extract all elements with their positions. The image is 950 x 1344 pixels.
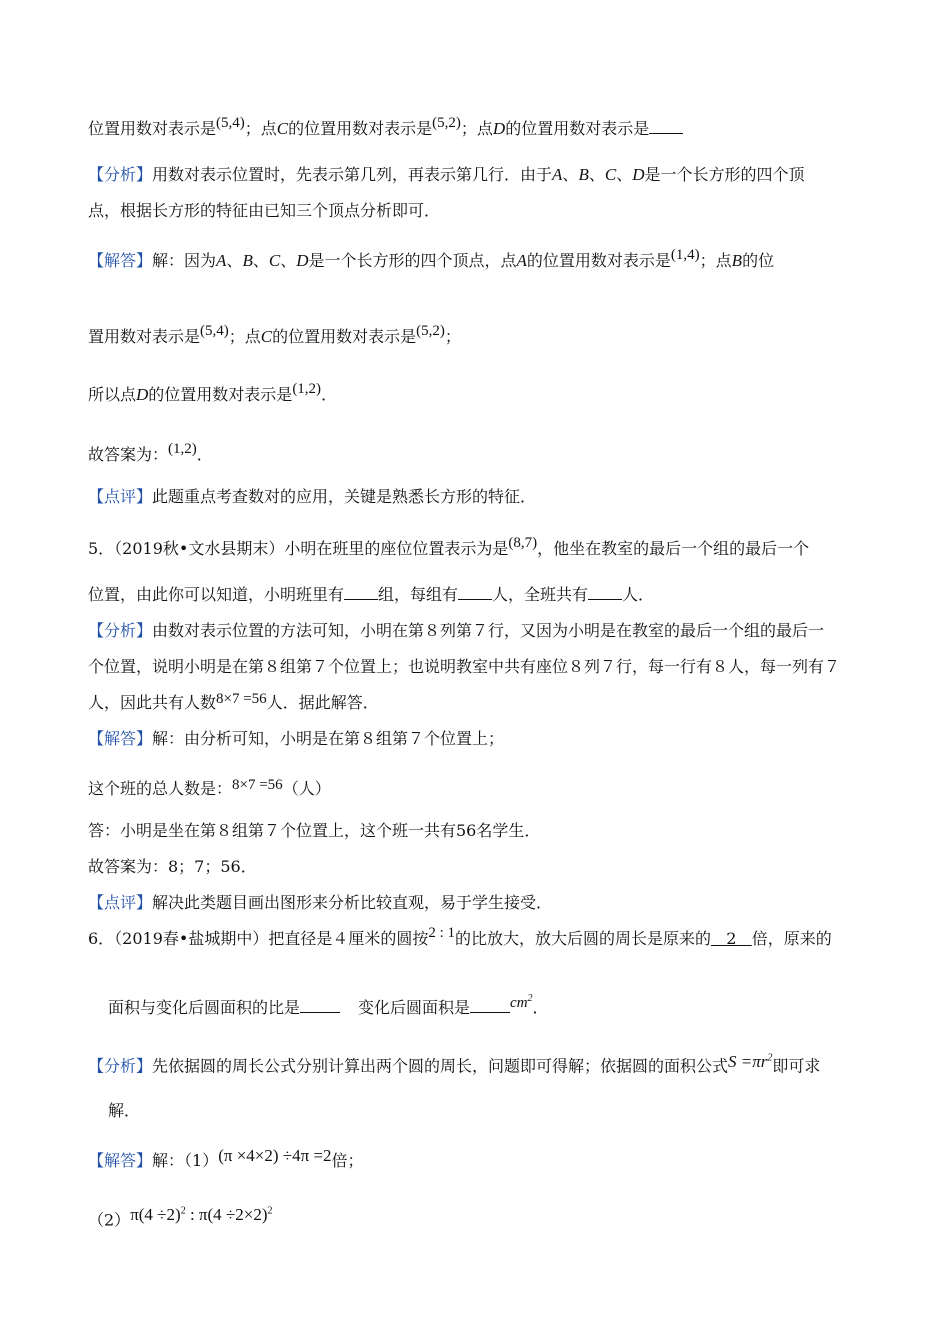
text: 是一个长方形的四个顶点，点 <box>308 251 517 270</box>
answer-blank-area[interactable] <box>470 998 510 1013</box>
text: 解决此类题目画出图形来分析比较直观，易于学生接受． <box>152 893 553 912</box>
q4-answer-3: 所以点D的位置用数对表示是(1,2)． <box>88 381 338 404</box>
point-b: B <box>578 165 589 184</box>
answer-blank-3[interactable] <box>588 585 622 600</box>
text: 置用数对表示是 <box>88 327 201 346</box>
q5-title-2: 位置，由此你可以知道，小明班里有 组，每组有 人，全班共有 人． <box>88 585 655 604</box>
unit: $cm^2$ <box>510 993 533 1011</box>
answer-tag: 【解答】 <box>88 1151 153 1170</box>
text: 故答案为： <box>88 445 169 464</box>
q4-answer-2: 置用数对表示是(5,4)；点C的位置用数对表示是(5,2)； <box>88 323 461 346</box>
coord-1-4: (1,4) <box>670 247 700 263</box>
coord-5-2: (5,2) <box>432 115 461 131</box>
text: 的位置用数对表示是 <box>526 251 671 270</box>
q5-answer-2: 这个班的总人数是：8×7 =56（人） <box>88 777 331 798</box>
text: 解． <box>108 1101 141 1120</box>
q4-analysis-2 <box>88 200 440 222</box>
q5-title-1 <box>88 535 810 561</box>
q4-comment <box>88 486 536 508</box>
point-a: A <box>552 165 563 184</box>
comment-tag: 【点评】 <box>88 487 153 506</box>
q6-title-2: 面积与变化后圆面积的比是 变化后圆面积是 $cm^2$． <box>108 993 549 1017</box>
text: 解：因为 <box>152 251 217 270</box>
text: 的位置用数对表示是 <box>505 119 650 138</box>
answer-blank[interactable] <box>649 119 683 134</box>
point-c: C <box>604 165 617 184</box>
q5-analysis-2 <box>88 656 840 678</box>
text: 的位置用数对表示是 <box>148 385 293 404</box>
text: 个位置，说明小明是在第８组第７个位置上；也说明教室中共有座位８列７行，每一行有８人，每一列有７ <box>88 657 841 676</box>
text: 用数对表示位置时，先表示第几列，再表示第几行．由于 <box>152 165 553 184</box>
text: 的位 <box>742 251 775 270</box>
q6-answer-2: $(2)\pi(4 \div 2)^2$ : $\pi(4 \div 2\times 2)^2$ <box>88 1204 273 1230</box>
analysis-tag: 【分析】 <box>88 621 153 640</box>
text: 的位置用数对表示是 <box>272 327 417 346</box>
q4-line-1 <box>88 115 683 141</box>
text: 先依据圆的周长公式分别计算出两个圆的周长，问题即可得解；依据圆的面积公式 <box>152 1056 729 1076</box>
q5-answer-3 <box>88 820 540 842</box>
answer-blank-2[interactable] <box>458 585 492 600</box>
q6-title-1: 6．（2019春•盐城期中）把直径是４厘米的圆按2 : 1的比放大，放大后圆的周长是原来的 2 倍，原来的 <box>88 925 832 948</box>
answer-blank-ratio[interactable] <box>300 998 340 1013</box>
analysis-tag: 【分析】 <box>88 165 153 184</box>
coord-8-7: (8,7) <box>508 535 538 551</box>
text: ，他坐在教室的最后一个组的最后一个 <box>537 539 810 558</box>
text: 是一个长方形的四个顶 <box>644 165 805 184</box>
analysis-tag: 【分析】 <box>88 1056 153 1076</box>
q4-analysis-1: 【分析】用数对表示位置时，先表示第几列，再表示第几行．由于A、B、C、D是一个长方形的四个顶 <box>88 165 805 184</box>
text: 的位置用数对表示是 <box>288 119 433 138</box>
coord-5-4: (5,4) <box>216 115 245 131</box>
q6-analysis-1: 【分析】先依据圆的周长公式分别计算出两个圆的周长，问题即可得解；依据圆的面积公式$S =\pi r^2$即可求 <box>88 1051 821 1076</box>
text: ；点 <box>460 119 493 138</box>
q5-analysis-3: 人，因此共有人数8×7 =56人．据此解答． <box>88 691 379 712</box>
point-c: C <box>276 119 289 138</box>
q4-final: 故答案为：(1,2)． <box>88 441 213 464</box>
text: 答：小明是坐在第８组第７个位置上，这个班一共有56名学生． <box>88 821 541 840</box>
q5-final <box>88 856 257 878</box>
text: ；点 <box>244 119 277 138</box>
text: 由数对表示位置的方法可知，小明在第８列第７行，又因为小明是在教室的最后一个组的最后一 <box>152 621 825 640</box>
expression: (π ×4×2) ÷4π =2 <box>218 1146 332 1165</box>
coord-1-2: (1,2) <box>292 381 322 397</box>
answer-filled: 2 <box>726 929 737 948</box>
ratio: 2 : 1 <box>428 925 456 941</box>
q6-analysis-2 <box>108 1100 140 1122</box>
text: 此题重点考查数对的应用，关键是熟悉长方形的特征． <box>152 487 537 506</box>
comment-tag: 【点评】 <box>88 893 153 912</box>
text: 5．（2019秋•文水县期末）小明在班里的座位位置表示为是 <box>88 539 509 558</box>
point-d: D <box>632 165 645 184</box>
text: 所以点 <box>88 385 137 404</box>
q5-answer-1 <box>88 728 504 750</box>
text: 位置用数对表示是 <box>88 119 217 138</box>
text: 解：由分析可知，小明是在第８组第７个位置上； <box>152 729 505 748</box>
q5-comment <box>88 892 552 914</box>
q6-answer-1: 【解答】解：（1）(π ×4×2) ÷4π =2倍； <box>88 1146 364 1170</box>
q4-answer-1: 【解答】解：因为A、B、C、D是一个长方形的四个顶点，点A的位置用数对表示是(1,4)；点B的位 <box>88 247 775 270</box>
text: 故答案为：8；7；56． <box>88 857 257 876</box>
area-formula: $S =\pi r^2$ <box>728 1051 773 1071</box>
point-d: D <box>492 119 506 138</box>
expression: 8×7 =56 <box>216 691 267 707</box>
answer-tag: 【解答】 <box>88 251 153 270</box>
expression: $\pi(4 \div 2)^2$ : $\pi(4 \div 2\times 2)^2$ <box>130 1204 273 1224</box>
answer-blank-1[interactable] <box>344 585 378 600</box>
expression: 8×7 =56 <box>232 777 283 793</box>
text: 点，根据长方形的特征由已知三个顶点分析即可． <box>88 201 441 220</box>
q5-analysis-1 <box>88 620 824 642</box>
answer-tag: 【解答】 <box>88 729 153 748</box>
